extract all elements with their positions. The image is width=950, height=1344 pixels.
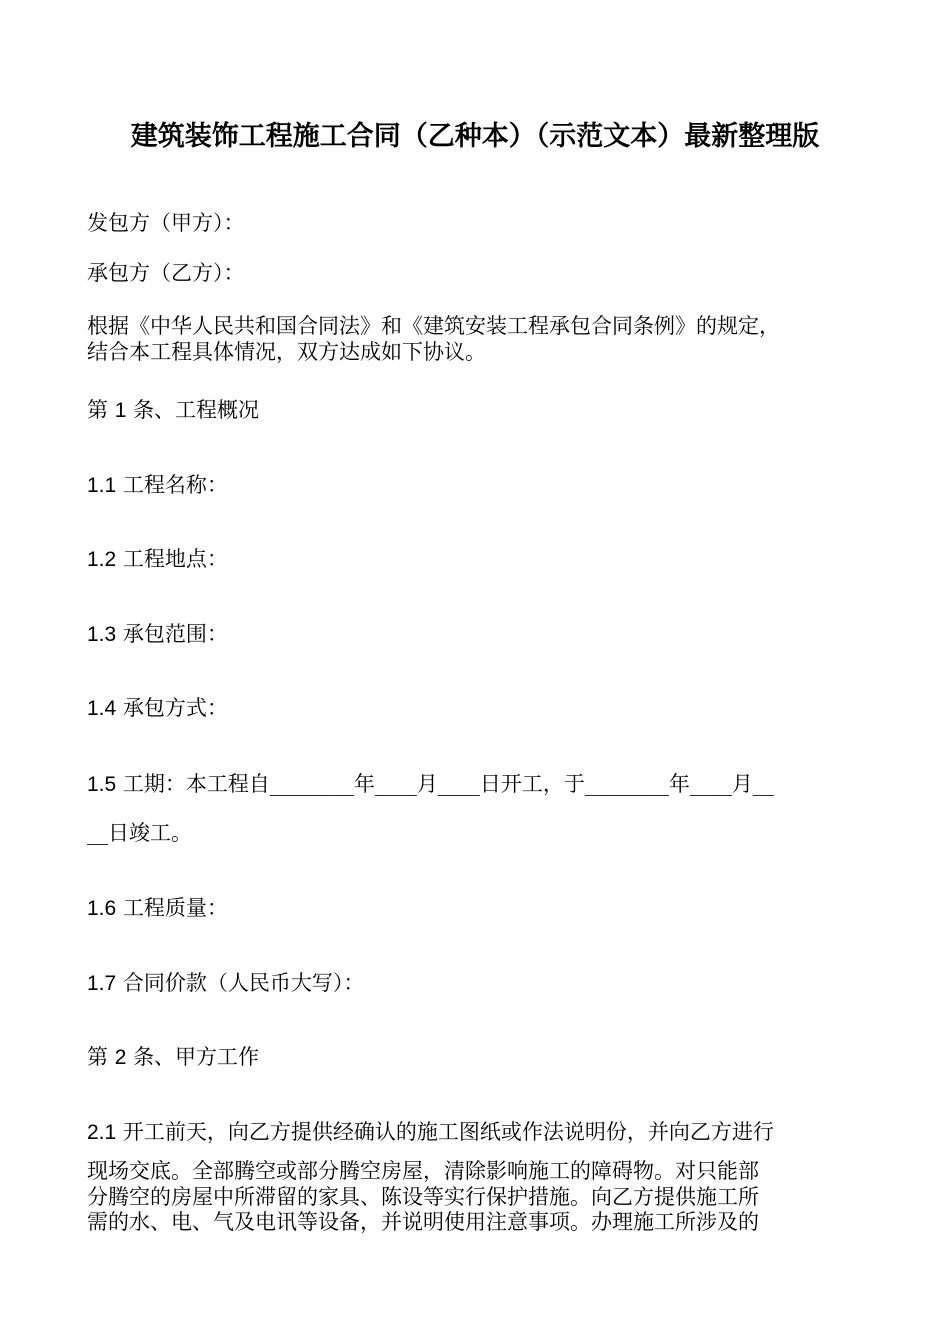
article-2-heading-prefix: 第	[87, 1045, 108, 1069]
clause-1-7	[87, 970, 364, 997]
article-2-heading-title: 条、甲方工作	[133, 1045, 260, 1069]
clause-text: 工程地点：	[122, 547, 228, 571]
preamble-line-1: 根据《中华人民共和国合同法》和《建筑安装工程承包合同条例》的规定，	[87, 314, 780, 338]
party-b-line: 承包方（乙方）：	[87, 261, 245, 285]
article-1-heading-number: 1	[114, 399, 127, 422]
clause-1-5-continuation: __日竣工。	[87, 821, 192, 845]
clause-2-1	[87, 1119, 774, 1146]
clause-number: 1.5	[87, 773, 117, 796]
clause-1-5	[87, 771, 774, 798]
clause-number: 1.4	[87, 697, 117, 720]
clause-text: 工期：本工程自________年____月____日开工，于________年____月__	[122, 772, 774, 796]
party-a-line: 发包方（甲方）：	[87, 211, 245, 235]
article-1-heading-prefix: 第	[87, 398, 108, 422]
clause-number: 1.1	[87, 474, 117, 497]
clause-text: 工程质量：	[122, 896, 228, 920]
clause-number: 1.7	[87, 972, 117, 995]
document-title: 建筑装饰工程施工合同（乙种本）（示范文本）最新整理版	[130, 121, 820, 152]
clause-1-3	[87, 621, 228, 648]
clause-text: 承包范围：	[122, 622, 228, 646]
clause-text: 开工前天，向乙方提供经确认的施工图纸或作法说明份，并向乙方进行	[122, 1120, 774, 1144]
article-1-heading-title: 条、工程概况	[133, 398, 260, 422]
clause-1-6	[87, 895, 228, 922]
clause-number: 2.1	[87, 1121, 117, 1144]
clause-1-4	[87, 695, 228, 722]
clause-number: 1.3	[87, 623, 117, 646]
preamble-line-2: 结合本工程具体情况，双方达成如下协议。	[87, 340, 486, 364]
clause-1-2	[87, 546, 228, 573]
clause-text: 承包方式：	[122, 696, 228, 720]
article-1-heading	[87, 397, 259, 424]
clause-2-1-line-3: 分腾空的房屋中所滞留的家具、陈设等实行保护措施。向乙方提供施工所	[87, 1185, 759, 1209]
clause-number: 1.2	[87, 548, 117, 571]
clause-number: 1.6	[87, 897, 117, 920]
clause-2-1-line-2: 现场交底。全部腾空或部分腾空房屋，清除影响施工的障碍物。对只能部	[87, 1159, 759, 1183]
clause-text: 工程名称：	[122, 473, 228, 497]
article-2-heading	[87, 1044, 259, 1071]
clause-1-1	[87, 472, 228, 499]
clause-2-1-line-4: 需的水、电、气及电讯等设备，并说明使用注意事项。办理施工所涉及的	[87, 1210, 759, 1234]
clause-text: 合同价款（人民币大写）：	[122, 971, 365, 995]
article-2-heading-number: 2	[114, 1046, 127, 1069]
